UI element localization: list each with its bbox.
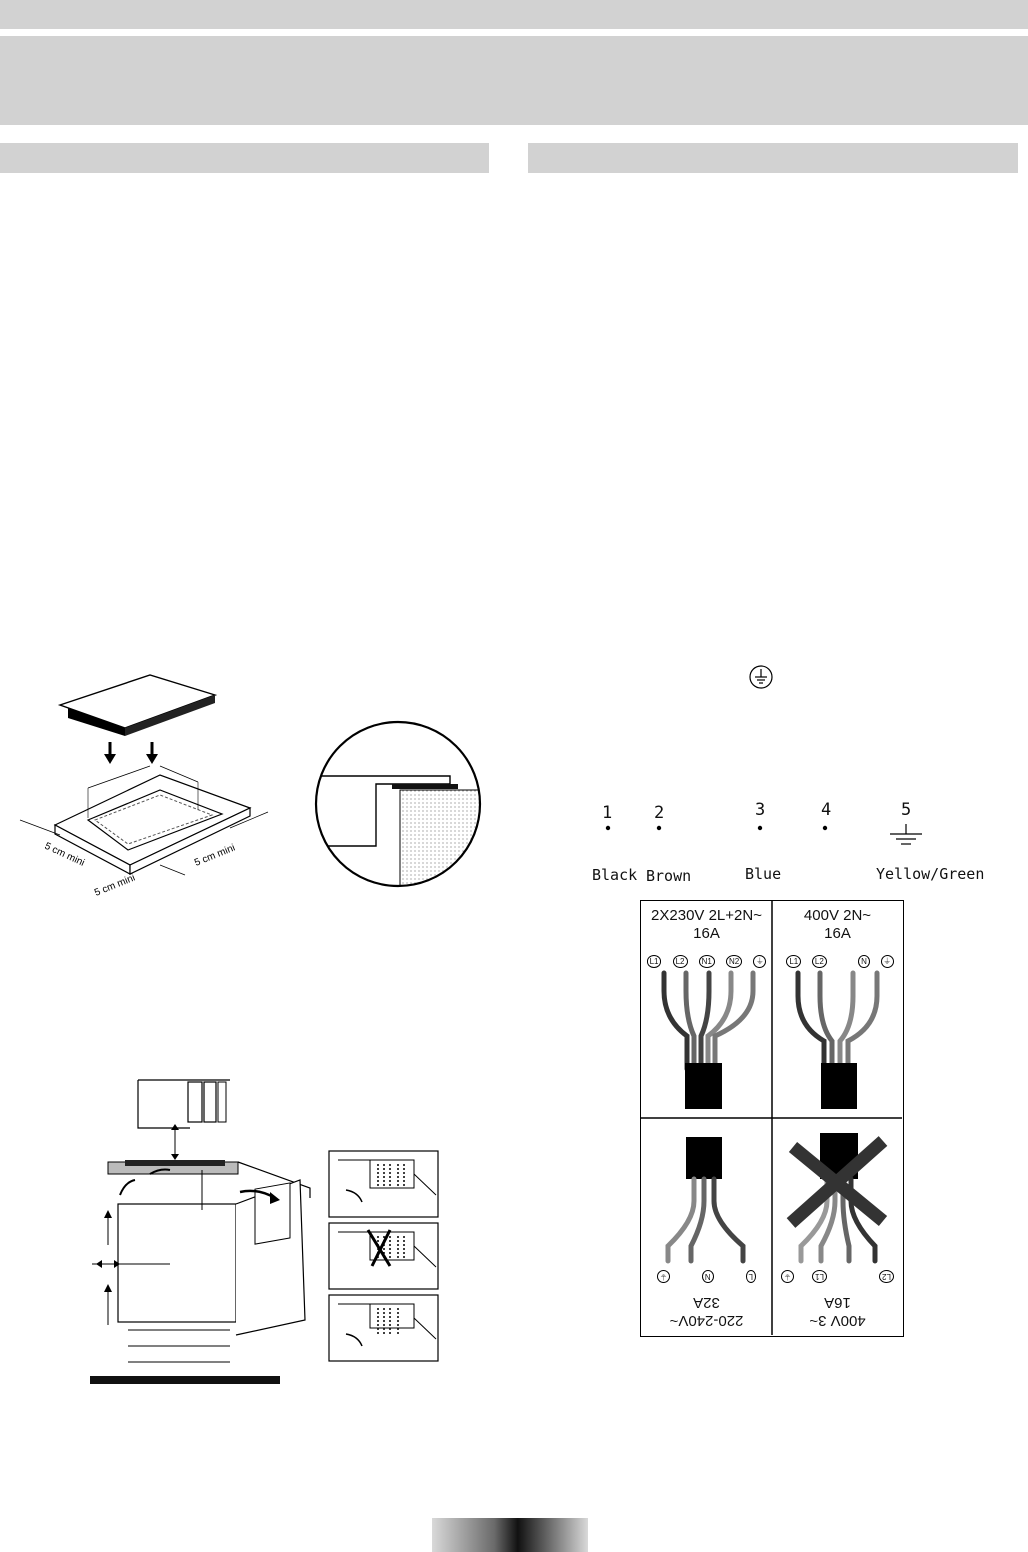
wiring-spec-label-inverted: 400V 3~ 16A L2 L1 ⏚ [772,1263,903,1335]
section-bar-right [528,143,1018,173]
wiring-spec-label: 400V 2N~ 16A [803,907,872,942]
arrow-icon [104,742,158,764]
ground-symbol-icon [890,824,922,844]
terminal-markers: L1 L2 N1 N2 ⏚ [641,955,772,968]
wiring-spec-label: 2X230V 2L+2N~ 16A [651,907,762,942]
terminal-dots [590,820,930,860]
seal-detail-diagram [310,718,490,890]
ground-symbol-icon: ⏚ [881,955,894,968]
ground-symbol-icon: ⏚ [657,1270,670,1283]
terminal-number: 3 [755,800,766,820]
terminal-number: 4 [821,800,832,820]
title-band [0,36,1028,125]
footer-page-tab [432,1518,588,1552]
earth-symbol-icon [748,664,774,690]
hob-cutout-diagram [0,660,300,910]
terminal-number: 2 [654,803,665,823]
wire-color-label: Brown [646,867,692,885]
terminal-number: 5 [901,800,912,820]
cutout-label: 5 cm mini [193,842,237,869]
top-band [0,0,1028,29]
wiring-spec-label-inverted: 220-240V~ 32A L N ⏚ [641,1263,772,1335]
wire-color-label: Blue [745,865,782,883]
ground-symbol-icon: ⏚ [753,955,766,968]
terminal-number: 1 [602,803,613,823]
cutout-label: 5 cm mini [93,872,137,899]
cutout-label: 5 cm mini [42,840,87,869]
vent-detail-panels [328,1150,440,1362]
terminal-markers: L1 L2 N ⏚ [781,955,899,968]
wire-color-label: Yellow/Green [876,865,985,883]
section-bar-left [0,143,489,173]
wire-color-label: Black [592,866,638,884]
wiring-diagram-table [640,900,904,1337]
ground-symbol-icon: ⏚ [781,1270,794,1283]
